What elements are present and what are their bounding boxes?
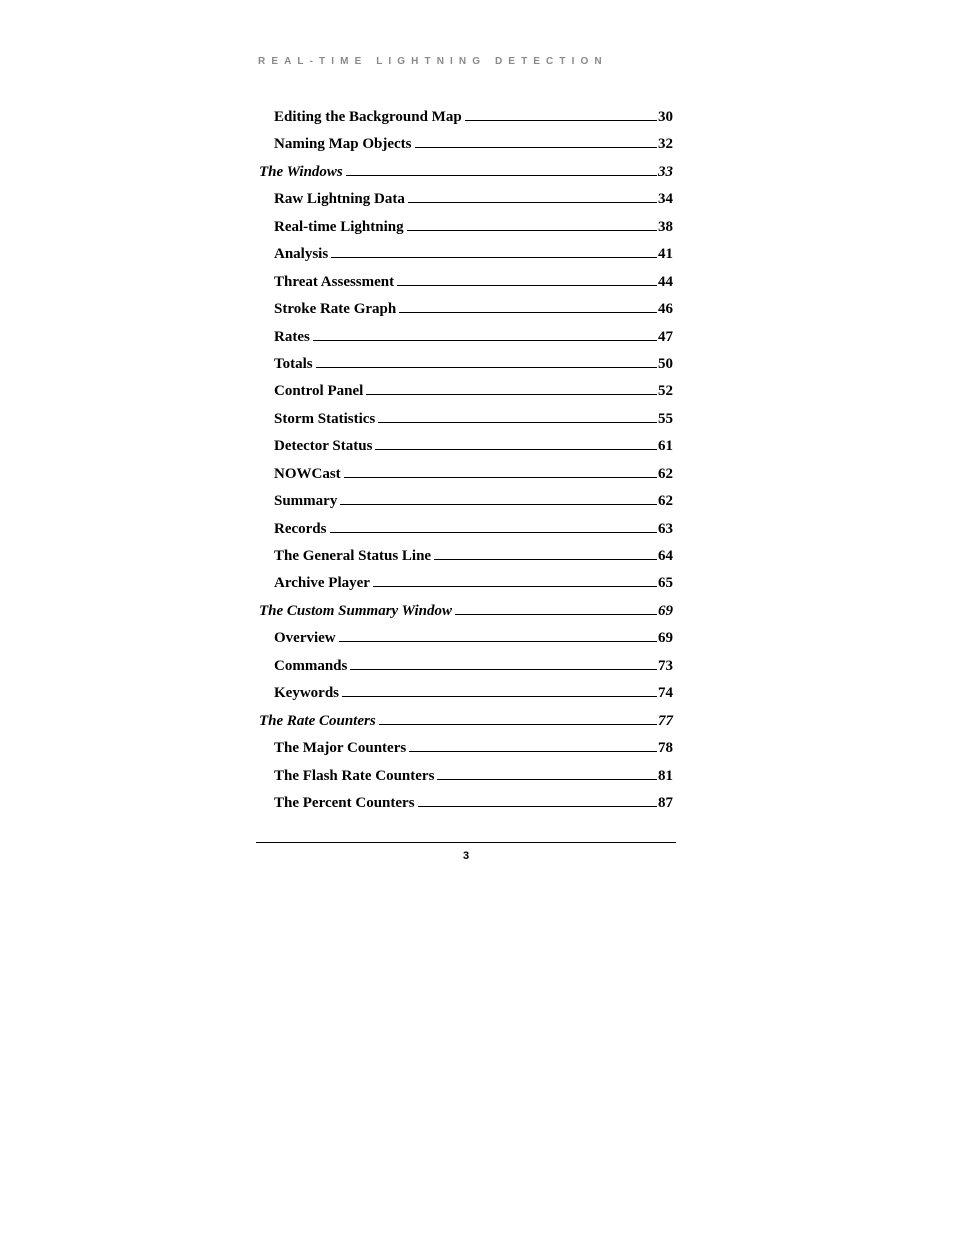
toc-entry-title: Naming Map Objects — [274, 136, 412, 153]
toc-section-entry[interactable] — [258, 163, 673, 190]
toc-subsection-entry[interactable] — [258, 355, 673, 382]
toc-leader-line — [344, 465, 657, 478]
toc-entry-title: The Major Counters — [274, 740, 407, 757]
toc-entry-page-number: 77 — [658, 712, 673, 729]
toc-section-entry[interactable] — [258, 712, 673, 739]
toc-subsection-entry[interactable] — [258, 300, 673, 327]
toc-entry-title: The Flash Rate Counters — [274, 767, 435, 784]
toc-entry-title: Rates — [274, 328, 310, 345]
toc-entry-page-number: 78 — [658, 740, 673, 757]
table-of-contents — [258, 108, 673, 821]
toc-subsection-entry[interactable] — [258, 218, 673, 245]
toc-leader-line — [465, 108, 657, 121]
toc-entry-title: Editing the Background Map — [274, 109, 462, 125]
toc-leader-line — [437, 767, 657, 780]
toc-subsection-entry[interactable] — [258, 190, 673, 217]
toc-entry-title: The Windows — [259, 163, 343, 180]
toc-entry-page-number: 50 — [658, 355, 673, 372]
toc-leader-line — [339, 629, 657, 642]
toc-entry-title: The Percent Counters — [274, 794, 415, 811]
toc-entry-page-number: 33 — [658, 163, 673, 180]
toc-entry-page-number: 55 — [658, 410, 673, 427]
toc-subsection-entry[interactable] — [258, 465, 673, 492]
toc-leader-line — [408, 190, 657, 203]
toc-entry-page-number: 44 — [658, 273, 673, 290]
toc-subsection-entry[interactable] — [258, 767, 673, 794]
toc-leader-line — [375, 437, 657, 450]
toc-subsection-entry[interactable] — [258, 657, 673, 684]
toc-leader-line — [313, 328, 657, 341]
footer-divider — [256, 842, 676, 843]
toc-leader-line — [378, 410, 657, 423]
toc-entry-title: Overview — [274, 630, 336, 647]
toc-entry-page-number: 47 — [658, 328, 673, 345]
toc-leader-line — [342, 684, 657, 697]
toc-section-entry[interactable] — [258, 602, 673, 629]
toc-entry-page-number: 46 — [658, 301, 673, 318]
toc-subsection-entry[interactable] — [258, 135, 673, 162]
toc-entry-page-number: 74 — [658, 685, 673, 702]
toc-entry-page-number: 34 — [658, 191, 673, 208]
toc-subsection-entry[interactable] — [258, 794, 673, 821]
toc-entry-title: Archive Player — [274, 575, 370, 592]
toc-leader-line — [409, 739, 657, 752]
toc-leader-line — [379, 712, 657, 725]
toc-leader-line — [330, 520, 658, 533]
toc-leader-line — [316, 355, 657, 368]
toc-subsection-entry[interactable] — [258, 410, 673, 437]
toc-entry-title: Keywords — [274, 685, 339, 702]
toc-subsection-entry[interactable] — [258, 574, 673, 601]
toc-entry-title: NOWCast — [274, 465, 341, 482]
toc-entry-title: Analysis — [274, 246, 329, 263]
toc-entry-title: Raw Lightning Data — [274, 191, 405, 208]
toc-entry-page-number: 38 — [658, 218, 673, 235]
toc-leader-line — [350, 657, 657, 670]
toc-entry-title: Summary — [274, 493, 338, 510]
toc-entry-title: Threat Assessment — [274, 273, 395, 290]
toc-subsection-entry[interactable] — [258, 684, 673, 711]
toc-leader-line — [415, 135, 658, 148]
toc-subsection-entry[interactable] — [258, 245, 673, 272]
toc-entry-title: Storm Statistics — [274, 410, 376, 427]
toc-entry-title: Real-time Lightning — [274, 218, 404, 235]
toc-subsection-entry[interactable] — [258, 739, 673, 766]
toc-entry-page-number: 69 — [658, 630, 673, 647]
toc-leader-line — [373, 574, 657, 587]
toc-leader-line — [340, 492, 657, 505]
toc-subsection-entry[interactable] — [258, 108, 673, 135]
toc-entry-title: The General Status Line — [274, 548, 432, 564]
toc-entry-page-number: 69 — [658, 602, 673, 619]
toc-subsection-entry[interactable] — [258, 382, 673, 409]
toc-entry-page-number: 61 — [658, 438, 673, 455]
toc-subsection-entry[interactable] — [258, 629, 673, 656]
toc-entry-page-number: 81 — [658, 767, 673, 784]
toc-entry-title: Stroke Rate Graph — [274, 301, 397, 318]
toc-subsection-entry[interactable] — [258, 520, 673, 547]
toc-entry-title: The Rate Counters — [259, 712, 376, 729]
toc-subsection-entry[interactable] — [258, 273, 673, 300]
toc-subsection-entry[interactable] — [258, 328, 673, 355]
toc-leader-line — [331, 245, 657, 258]
toc-leader-line — [407, 218, 657, 231]
toc-leader-line — [346, 163, 657, 176]
toc-entry-page-number: 87 — [658, 794, 673, 811]
toc-subsection-entry[interactable] — [258, 437, 673, 464]
toc-entry-page-number: 62 — [658, 493, 673, 510]
page-number: 3 — [462, 850, 470, 862]
toc-entry-page-number: 65 — [658, 575, 673, 592]
toc-leader-line — [366, 382, 657, 395]
toc-entry-page-number: 52 — [658, 383, 673, 400]
toc-entry-title: Commands — [274, 657, 348, 674]
toc-entry-page-number: 63 — [658, 520, 673, 537]
toc-subsection-entry[interactable] — [258, 547, 673, 574]
toc-leader-line — [455, 602, 657, 615]
toc-leader-line — [399, 300, 657, 313]
toc-entry-page-number: 64 — [658, 548, 673, 564]
toc-subsection-entry[interactable] — [258, 492, 673, 519]
toc-entry-page-number: 30 — [658, 109, 673, 125]
running-header: REAL-TIME LIGHTNING DETECTION — [258, 56, 608, 67]
toc-entry-page-number: 32 — [658, 136, 673, 153]
toc-entry-page-number: 73 — [658, 657, 673, 674]
toc-entry-title: Control Panel — [274, 383, 364, 400]
toc-entry-page-number: 41 — [658, 246, 673, 263]
toc-entry-title: The Custom Summary Window — [259, 602, 452, 619]
toc-entry-title: Records — [274, 520, 327, 537]
toc-entry-title: Detector Status — [274, 438, 373, 455]
toc-entry-page-number: 62 — [658, 465, 673, 482]
toc-entry-title: Totals — [274, 355, 313, 372]
toc-leader-line — [418, 794, 657, 807]
toc-leader-line — [397, 273, 657, 286]
toc-leader-line — [434, 547, 657, 560]
